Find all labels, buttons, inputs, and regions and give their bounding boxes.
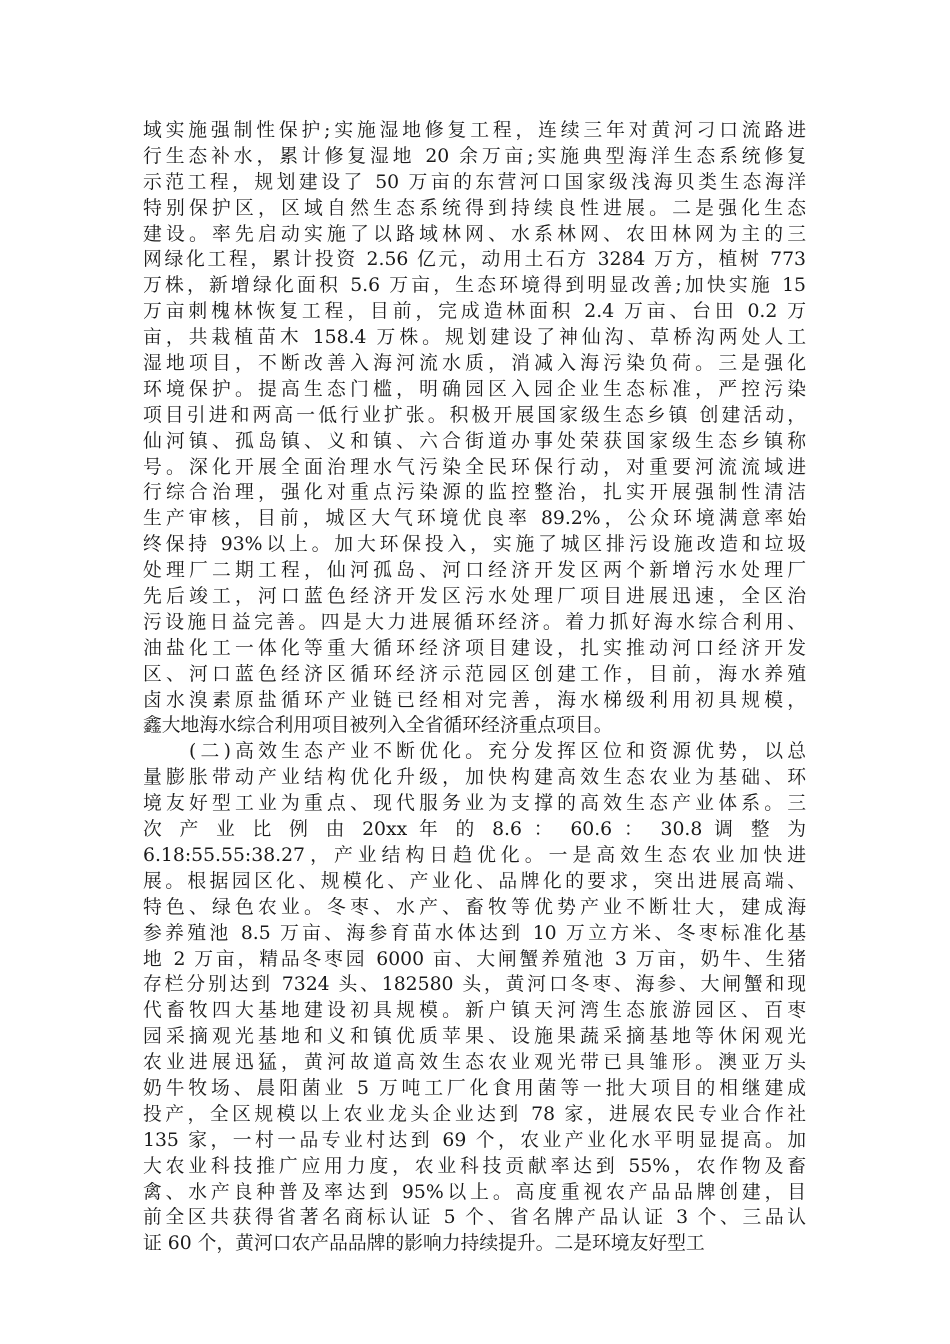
text-line: 证 60 个，黄河口农产品品牌的影响力持续提升。二是环境友好型工: [143, 1233, 705, 1255]
text-line: 仙河镇、孤岛镇、义和镇、六合街道办事处荣获国家级生态乡镇称: [143, 430, 806, 452]
text-line: 示范工程，规划建设了 50 万亩的东营河口国家级浅海贝类生态海洋: [143, 171, 806, 193]
text-line: 地 2 万亩，精品冬枣园 6000 亩、大闸蟹养殖池 3 万亩，奶牛、生猪: [143, 948, 806, 970]
text-line: 建设。率先启动实施了以路域林网、水系林网、农田林网为主的三: [143, 223, 806, 245]
text-line: 油盐化工一体化等重大循环经济项目建设，扎实推动河口经济开发: [143, 637, 806, 659]
text-line: 万株，新增绿化面积 5.6 万亩，生态环境得到明显改善;加快实施 15: [143, 275, 806, 297]
paragraph-1: [143, 118, 806, 739]
text-line: 特色、绿色农业。冬枣、水产、畜牧等优势产业不断壮大，建成海: [143, 896, 806, 918]
text-line: 卤水溴素原盐循环产业链已经相对完善，海水梯级利用初具规模，: [143, 689, 806, 711]
document-body: [143, 118, 806, 1257]
text-line: 环境保护。提高生态门槛，明确园区入园企业生态标准，严控污染: [143, 378, 806, 400]
text-line: 行综合治理，强化对重点污染源的监控整治，扎实开展强制性清洁: [143, 482, 806, 504]
text-line: 行生态补水，累计修复湿地 20 余万亩;实施典型海洋生态系统修复: [143, 145, 806, 167]
text-line: 万亩刺槐林恢复工程，目前，完成造林面积 2.4 万亩、台田 0.2 万: [143, 301, 806, 323]
text-line: 网绿化工程，累计投资 2.56 亿元，动用土石方 3284 万方，植树 773: [143, 249, 806, 271]
text-line: 鑫大地海水综合利用项目被列入全省循环经济重点项目。: [143, 715, 613, 737]
text-line: 农业进展迅猛，黄河故道高效生态农业观光带已具雏形。澳亚万头: [143, 1052, 806, 1074]
text-line: 境友好型工业为重点、现代服务业为支撑的高效生态产业体系。三: [143, 793, 806, 815]
text-line: 亩，共栽植苗木 158.4 万株。规划建设了神仙沟、草桥沟两处人工: [143, 327, 806, 349]
text-line: 奶牛牧场、晨阳菌业 5 万吨工厂化食用菌等一批大项目的相继建成: [143, 1077, 806, 1099]
text-line: 处理厂二期工程，仙河孤岛、河口经济开发区两个新增污水处理厂: [143, 560, 806, 582]
text-line: 展。根据园区化、规模化、产业化、品牌化的要求，突出进展高端、: [143, 870, 806, 892]
text-line: 参养殖池 8.5 万亩、海参育苗水体达到 10 万立方米、冬枣标准化基: [143, 922, 806, 944]
text-line: 生产审核，目前，城区大气环境优良率 89.2%，公众环境满意率始: [143, 508, 806, 530]
text-line: 大农业科技推广应用力度，农业科技贡献率达到 55%，农作物及畜: [143, 1155, 806, 1177]
text-line: 终保持 93%以上。加大环保投入，实施了城区排污设施改造和垃圾: [143, 534, 806, 556]
text-line: 区、河口蓝色经济区循环经济示范园区创建工作，目前，海水养殖: [143, 663, 806, 685]
text-line: 量膨胀带动产业结构优化升级，加快构建高效生态农业为基础、环: [143, 767, 806, 789]
text-line: 域实施强制性保护;实施湿地修复工程，连续三年对黄河刁口流路进: [143, 120, 806, 141]
text-line: 次 产 业 比 例 由 20xx 年 的 8.6 ： 60.6 ： 30.8 调 整 为: [143, 819, 806, 841]
text-line: 特别保护区，区域自然生态系统得到持续良性进展。二是强化生态: [143, 197, 806, 219]
text-line: 存栏分别达到 7324 头、182580 头，黄河口冬枣、海参、大闸蟹和现: [143, 974, 806, 996]
text-line: 前全区共获得省著名商标认证 5 个、省名牌产品认证 3 个、三品认: [143, 1207, 806, 1229]
text-line: 代畜牧四大基地建设初具规模。新户镇天河湾生态旅游园区、百枣: [143, 1000, 806, 1022]
text-line: 投产，全区规模以上农业龙头企业达到 78 家，进展农民专业合作社: [143, 1103, 806, 1125]
text-line: 6.18:55.55:38.27，产业结构日趋优化。一是高效生态农业加快进: [143, 844, 806, 866]
paragraph-2: [143, 739, 806, 1257]
text-line: 污设施日益完善。四是大力进展循环经济。着力抓好海水综合利用、: [143, 611, 806, 633]
text-line: 135 家，一村一品专业村达到 69 个，农业产业化水平明显提高。加: [143, 1129, 806, 1151]
text-line: 先后竣工，河口蓝色经济开发区污水处理厂项目进展迅速，全区治: [143, 586, 806, 608]
text-line: 项目引进和两高一低行业扩张。积极开展国家级生态乡镇 创建活动，: [143, 404, 806, 426]
text-line: 号。深化开展全面治理水气污染全民环保行动，对重要河流流域进: [143, 456, 806, 478]
text-line: 湿地项目，不断改善入海河流水质，消减入海污染负荷。三是强化: [143, 353, 806, 375]
text-line: 园采摘观光基地和义和镇优质苹果、设施果蔬采摘基地等休闲观光: [143, 1026, 806, 1048]
text-line: (二)高效生态产业不断优化。充分发挥区位和资源优势，以总: [143, 741, 806, 763]
text-line: 禽、水产良种普及率达到 95%以上。高度重视农产品品牌创建，目: [143, 1181, 806, 1203]
